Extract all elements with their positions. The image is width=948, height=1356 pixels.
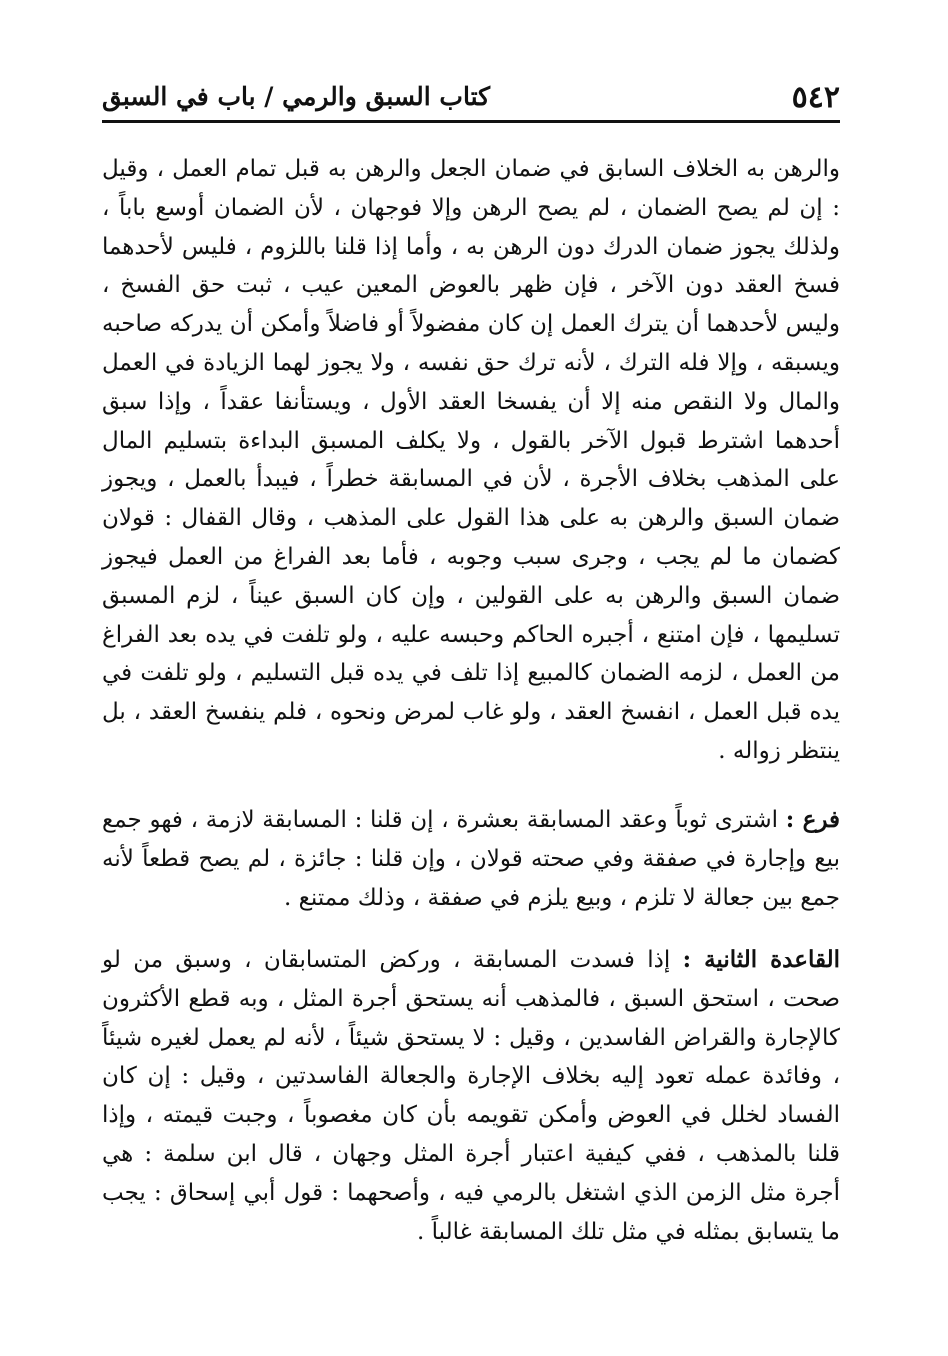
paragraph-far bbox=[102, 801, 840, 917]
paragraph-main bbox=[102, 150, 840, 771]
running-title: كتاب السبق والرمي / باب في السبق bbox=[102, 82, 491, 111]
header-rule bbox=[102, 120, 840, 123]
paragraph-far-text: اشترى ثوباً وعقد المسابقة بعشرة ، إن قلنا : المسابقة لازمة ، فهو جمع بيع وإجارة في صفقة وفي صحته قولان ، وإن قلنا : جائزة ، لم يصح قطعاً لأنه جمع بين جعالة لا تلزم ، وبيع يلزم في صفقة ، وذلك ممتنع . bbox=[102, 807, 840, 911]
page-header bbox=[102, 70, 840, 120]
page-number: ٥٤٢ bbox=[791, 80, 840, 115]
paragraph-main-text: والرهن به الخلاف السابق في ضمان الجعل والرهن به قبل تمام العمل ، وقيل : إن لم يصح الضمان ، لم يصح الرهن وإلا فوجهان ، لأن الضمان أوسع باباً ، ولذلك يجوز ضمان الدرك دون الرهن به ، وأما إذا قلنا باللزوم ، فليس لأحدهما فسخ العقد دون الآخر ، فإن ظهر بالعوض المعين عيب ، ثبت حق الفسخ ، وليس لأحدهما أن يترك العمل إن كان مفضولاً أو فاضلاً وأمكن أن يدركه صاحبه ويسبقه ، وإلا فله الترك ، لأنه ترك حق نفسه ، ولا يجوز لهما الزيادة في العمل والمال ولا النقص منه إلا أن يفسخا العقد الأول ، ويستأنفا عقداً ، وإذا سبق أحدهما اشترط قبول الآخر بالقول ، ولا يكلف المسبق البداءة بتسليم المال على المذهب بخلاف الأجرة ، لأن في المسابقة خطراً ، فيبدأ بالعمل ، ويجوز ضمان السبق والرهن به على هذا القول على المذهب ، وقال القفال : قولان كضمان ما لم يجب ، وجرى سبب وجوبه ، فأما بعد الفراغ من العمل فيجوز ضمان السبق والرهن به على القولين ، وإن كان السبق عيناً ، لزم المسبق تسليمها ، فإن امتنع ، أجبره الحاكم وحبسه عليه ، ولو تلفت في يده بعد الفراغ من العمل ، لزمه الضمان كالمبيع إذا تلف في يده قبل التسليم ، ولو تلفت في يده قبل العمل ، انفسخ العقد ، ولو غاب لمرض ونحوه ، فلم ينفسخ العقد ، بل ينتظر زواله . bbox=[102, 156, 841, 764]
far-heading: فرع : bbox=[785, 806, 841, 833]
second-rule-heading: القاعدة الثانية : bbox=[682, 946, 840, 973]
paragraph-second-rule-text: إذا فسدت المسابقة ، وركض المتسابقان ، وسبق من لو صحت ، استحق السبق ، فالمذهب أنه يستحق أجرة المثل ، وبه قطع الأكثرون كالإجارة والقراض الفاسدين ، وقيل : لا يستحق شيئاً ، لأنه لم يعمل لغيره شيئاً ، وفائدة عمله تعود إليه بخلاف الإجارة والجعالة الفاسدتين ، وقيل : إن كان الفساد لخلل في العوض وأمكن تقويمه بأن كان مغصوباً ، وجبت قيمته ، وإذا قلنا بالمذهب ، ففي كيفية اعتبار أجرة المثل وجهان ، قال ابن سلمة : هي أجرة مثل الزمن الذي اشتغل بالرمي فيه ، وأصحهما : قول أبي إسحاق : يجب ما يتسابق بمثله في مثل تلك المسابقة غالباً . bbox=[102, 947, 840, 1245]
paragraph-second-rule bbox=[102, 941, 840, 1251]
